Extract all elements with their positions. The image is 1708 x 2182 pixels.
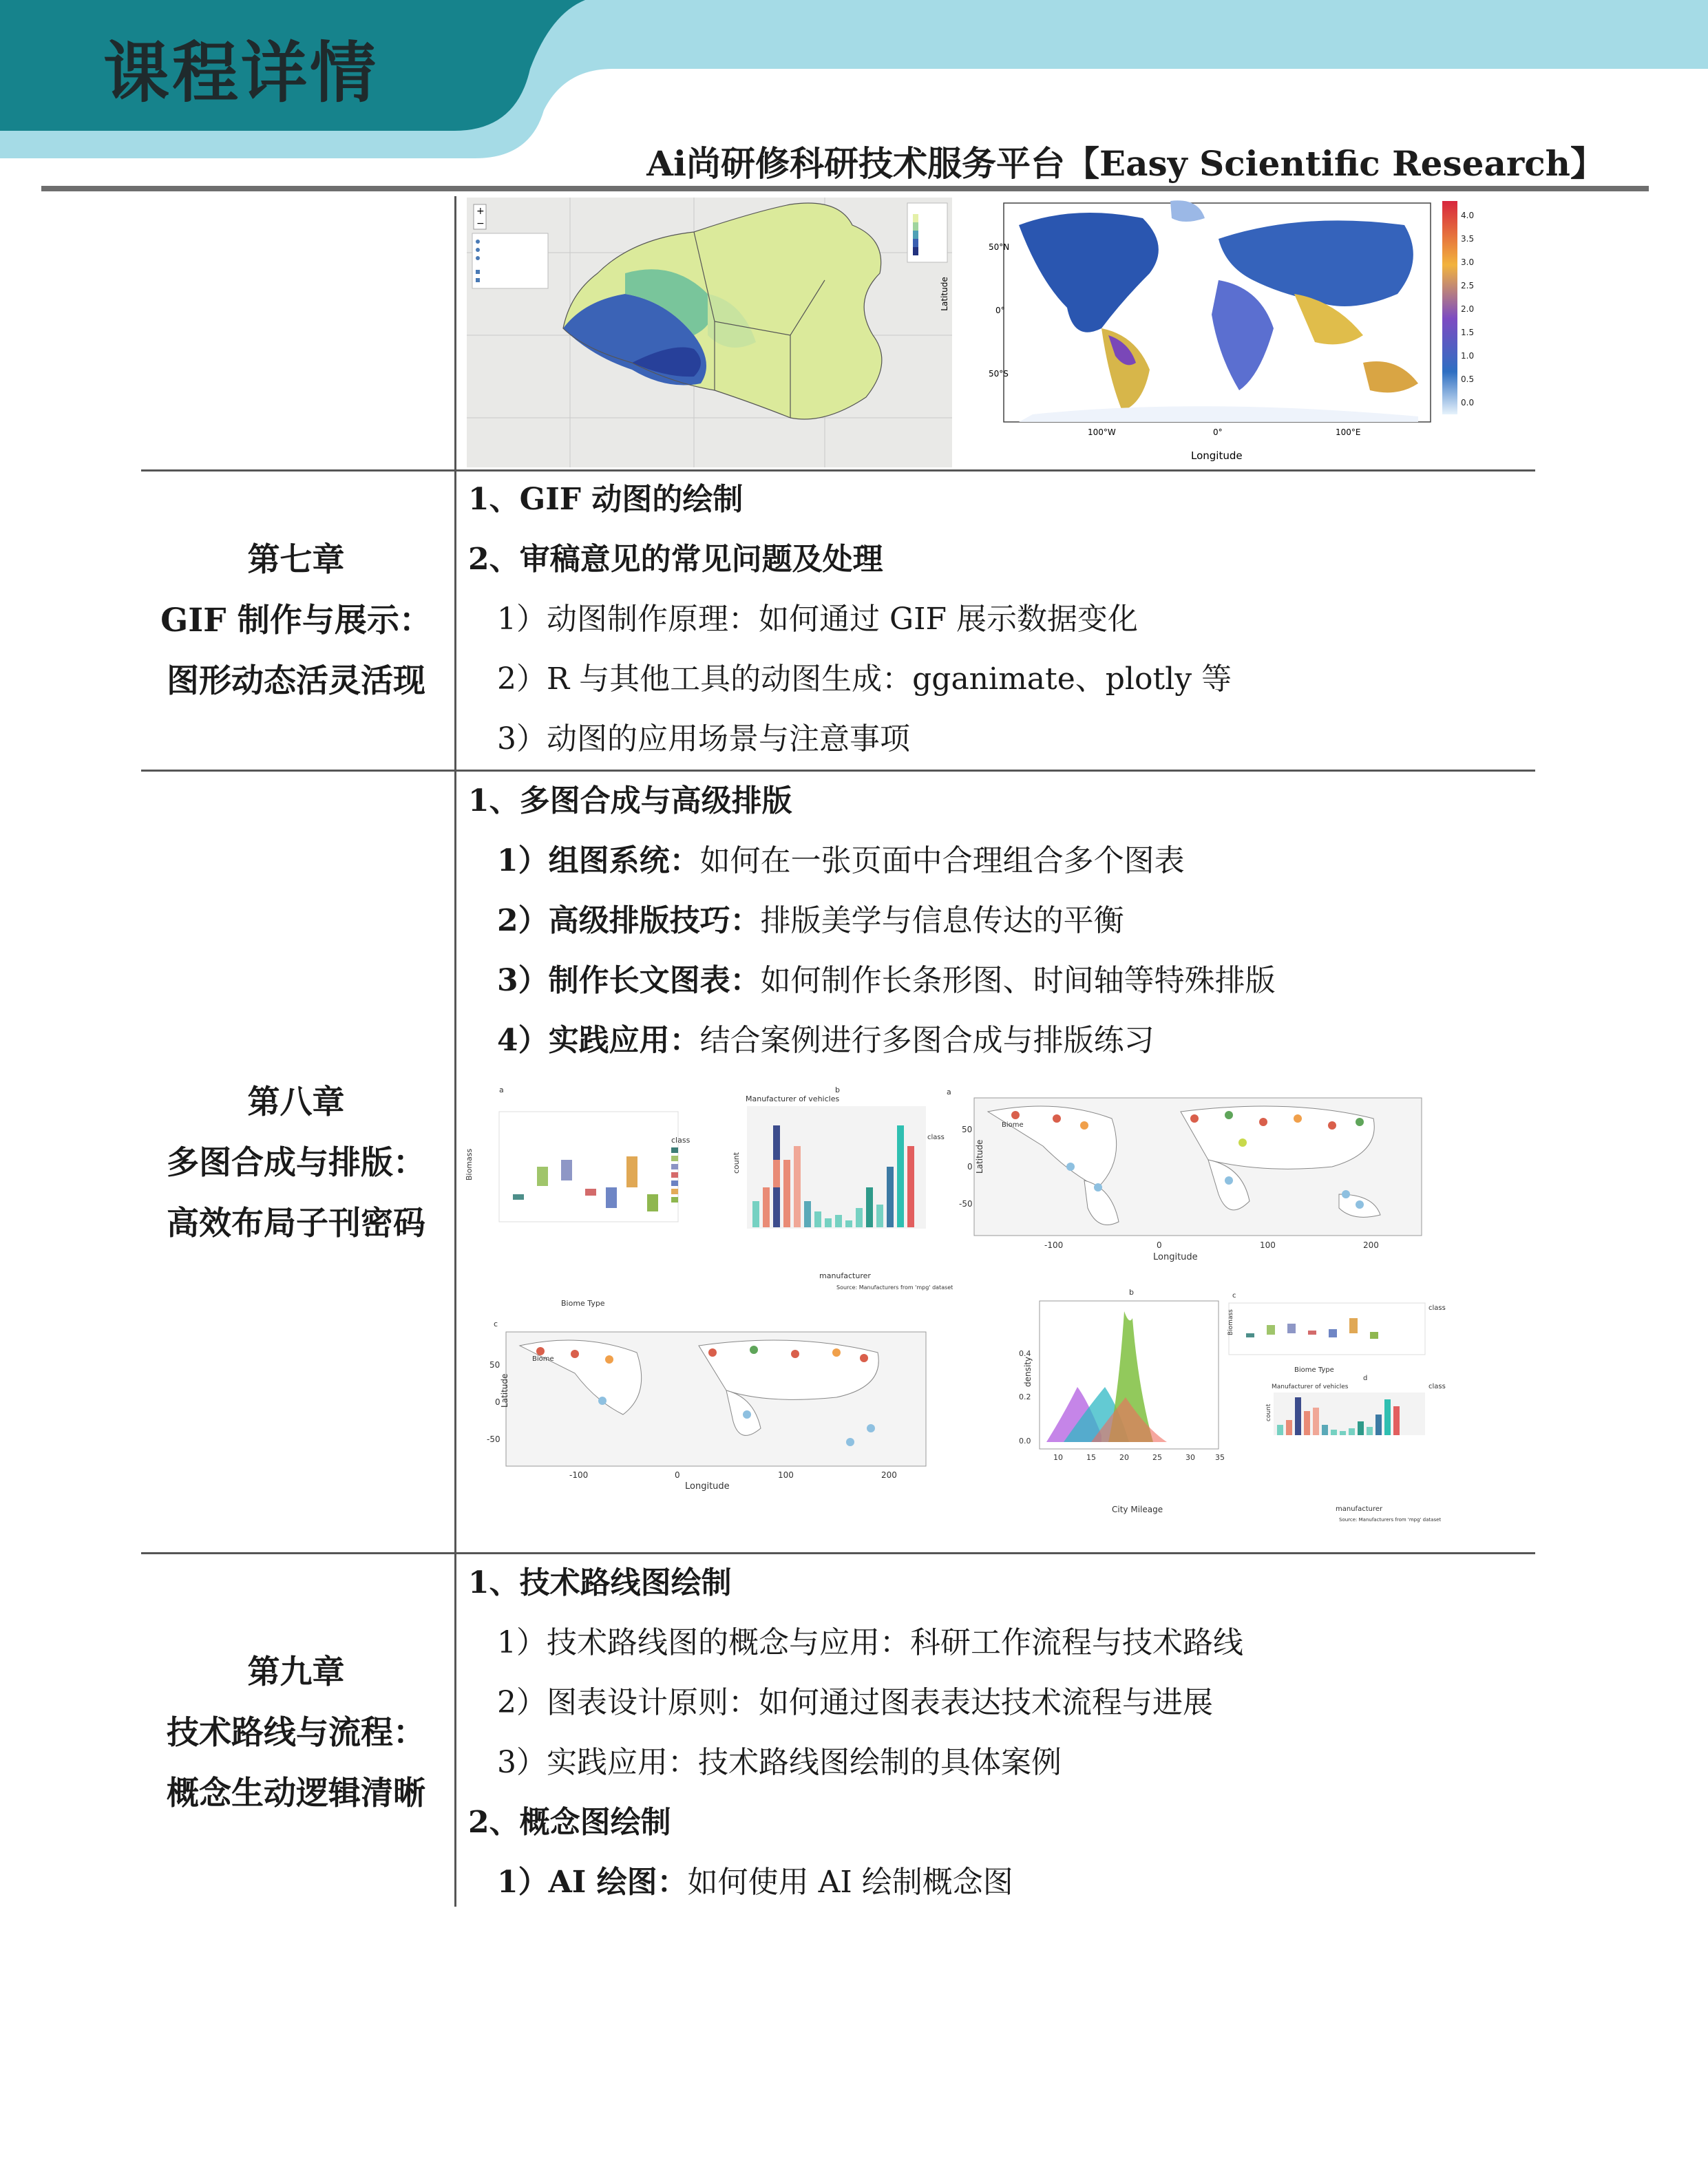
subitem-lead: 3）制作长文图表：: [497, 963, 761, 998]
world-ytick: 0: [495, 1397, 500, 1407]
legend-title: class: [1428, 1304, 1446, 1312]
lon-tick: 0°: [1213, 427, 1223, 437]
outline-subitem: [468, 900, 1124, 942]
colorbar-tick: 2.5: [1461, 281, 1475, 290]
boxplot-ylabel: Biomass: [465, 1148, 474, 1180]
subitem-lead: 2）高级排版技巧：: [497, 903, 761, 938]
bar-xlabel: manufacturer: [819, 1271, 871, 1280]
subitem-text: 如何在一张页面中合理组合多个图表: [699, 843, 1185, 878]
density-xlabel: City Mileage: [1112, 1505, 1163, 1514]
subitem-text: 排版美学与信息传达的平衡: [760, 903, 1124, 938]
colorbar-tick: 1.5: [1461, 328, 1475, 337]
bar-title: Manufacturer of vehicles: [1272, 1384, 1349, 1390]
outline-subitem: 1）动图制作原理：如何通过 GIF 展示数据变化: [497, 602, 1139, 637]
world-ylabel: Latitude: [975, 1139, 984, 1174]
colorbar-tick: 3.5: [1461, 234, 1475, 244]
world-ytick: -50: [487, 1434, 500, 1444]
outline-subitem: 2）图表设计原则：如何通过图表表达技术流程与进展: [497, 1685, 1213, 1720]
density-xtick: 30: [1185, 1453, 1195, 1462]
legend-title: class: [671, 1136, 690, 1145]
density-ytick: 0.0: [1019, 1437, 1031, 1445]
platform-name: Ai尚研修科研技术服务平台【Easy Scientific Research】: [646, 143, 1605, 184]
world-xtick: 100: [778, 1470, 794, 1480]
density-xtick: 25: [1152, 1453, 1162, 1462]
bar-title: Manufacturer of vehicles: [746, 1094, 840, 1103]
row-separator: [141, 1552, 1535, 1554]
subitem-text: 如何制作长条形图、时间轴等特殊排版: [760, 963, 1276, 998]
chapter-number: 第九章: [247, 1653, 345, 1691]
chapter-8-title: [145, 1072, 447, 1254]
density-xtick: 35: [1215, 1453, 1225, 1462]
header-rule: [41, 186, 1649, 191]
density-xtick: 20: [1119, 1453, 1129, 1462]
world-xtick: 100: [1260, 1240, 1276, 1250]
world-xtick: 200: [881, 1470, 897, 1480]
outline-subitem: [468, 960, 1276, 1002]
outline-subitem: [468, 840, 1185, 882]
svg-text:+: +: [476, 206, 485, 217]
bar-ylabel: count: [732, 1152, 741, 1174]
world-xtick: 0: [675, 1470, 680, 1480]
world-xtick: 0: [1157, 1240, 1162, 1250]
china-elevation-map: [467, 198, 952, 467]
world-ytick: 50: [962, 1125, 973, 1134]
chapter-slogan: 高效布局子刊密码: [167, 1205, 425, 1242]
world-ytick: 0: [967, 1162, 973, 1172]
subitem-lead: 1）AI 绘图：: [497, 1865, 688, 1900]
boxplot-ylabel: Biomass: [1227, 1309, 1234, 1335]
density-ytick: 0.4: [1019, 1349, 1031, 1358]
colorbar-tick: 0.5: [1461, 374, 1475, 384]
chapter-7-title: [145, 530, 447, 712]
density-ytick: 0.2: [1019, 1392, 1031, 1401]
density-xtick: 10: [1053, 1453, 1063, 1462]
row-separator: [141, 469, 1535, 472]
density-ylabel: density: [1023, 1357, 1033, 1387]
panel-letter: a: [499, 1085, 504, 1094]
panel-letter: b: [835, 1085, 840, 1094]
panel-letter: a: [947, 1088, 951, 1097]
world-xtick: -100: [1044, 1240, 1064, 1250]
lon-tick: 100°W: [1088, 427, 1116, 437]
world-xtick: -100: [569, 1470, 589, 1480]
outline-item: 1、技术路线图绘制: [468, 1565, 732, 1600]
world-xtick: 200: [1363, 1240, 1379, 1250]
outline-subitem: 2）R 与其他工具的动图生成：gganimate、plotly 等: [497, 661, 1232, 697]
subitem-lead: 4）实践应用：: [497, 1023, 700, 1058]
boxplot-xlabel: Biome Type: [1294, 1366, 1334, 1374]
world-xlabel: Longitude: [1153, 1252, 1198, 1262]
chapter-topic: 技术路线与流程：: [167, 1714, 425, 1752]
bar-source: Source: Manufacturers from 'mpg' dataset: [836, 1284, 953, 1291]
svg-text:−: −: [476, 218, 485, 229]
boxplot-xlabel: Biome Type: [561, 1299, 605, 1308]
colorbar-tick: 1.0: [1461, 351, 1475, 361]
colorbar-tick: 3.0: [1461, 257, 1475, 267]
outline-item: 1、GIF 动图的绘制: [468, 482, 744, 517]
outline-item: 2、审稿意见的常见问题及处理: [468, 542, 883, 577]
world-xlabel: Longitude: [685, 1481, 730, 1492]
lat-tick: 0°: [995, 306, 1005, 315]
bar-ylabel: count: [1265, 1404, 1272, 1421]
page-title: 课程详情: [103, 34, 379, 112]
legend-title: Biome: [532, 1355, 554, 1363]
table-divider: [454, 196, 456, 1907]
row-separator: [141, 770, 1535, 772]
outline-subitem: 3）动图的应用场景与注意事项: [497, 721, 910, 756]
panel-letter: b: [1129, 1288, 1134, 1297]
panel-letter: d: [1363, 1375, 1368, 1382]
world-temperature-map: [940, 198, 1487, 469]
bar-source: Source: Manufacturers from 'mpg' dataset: [1339, 1517, 1442, 1523]
panel-letter: c: [1232, 1292, 1236, 1300]
lon-tick: 100°E: [1336, 427, 1361, 437]
subitem-lead: 1）组图系统：: [497, 843, 700, 878]
outline-item: 2、概念图绘制: [468, 1805, 671, 1840]
multi-panel-figure: [465, 1084, 1539, 1538]
outline-subitem: [468, 1862, 1013, 1903]
map-ylabel: Latitude: [940, 277, 949, 311]
colorbar-tick: 2.0: [1461, 304, 1475, 314]
outline-item: 1、多图合成与高级排版: [468, 783, 792, 818]
colorbar-tick: 0.0: [1461, 398, 1475, 407]
chapter-9-title: [145, 1642, 447, 1824]
chapter-slogan: 图形动态活灵活现: [167, 662, 425, 700]
chapter-number: 第八章: [247, 1083, 345, 1121]
chapter-topic: 多图合成与排版：: [167, 1144, 425, 1182]
subitem-text: 结合案例进行多图合成与排版练习: [699, 1023, 1155, 1058]
legend-title: class: [1428, 1383, 1446, 1390]
colorbar-tick: 4.0: [1461, 211, 1475, 220]
legend-title: class: [927, 1134, 945, 1141]
bar-xlabel: manufacturer: [1336, 1505, 1383, 1513]
map-xlabel: Longitude: [1191, 449, 1243, 462]
class-legend-swatches: [671, 1147, 678, 1203]
outline-subitem: 3）实践应用：技术路线图绘制的具体案例: [497, 1745, 1062, 1780]
outline-subitem: [468, 1020, 1155, 1061]
chapter-number: 第七章: [247, 541, 345, 579]
world-ytick: -50: [959, 1199, 973, 1209]
density-xtick: 15: [1086, 1453, 1096, 1462]
lat-tick: 50°S: [989, 369, 1009, 379]
panel-letter: c: [494, 1320, 498, 1328]
world-ylabel: Latitude: [500, 1373, 509, 1408]
world-ytick: 50: [489, 1360, 500, 1370]
lat-tick: 50°N: [989, 242, 1010, 252]
legend-title: Biome: [1002, 1121, 1024, 1129]
subitem-text: 如何使用 AI 绘制概念图: [687, 1865, 1013, 1900]
chapter-topic: GIF 制作与展示：: [160, 602, 432, 639]
outline-subitem: 1）技术路线图的概念与应用：科研工作流程与技术路线: [497, 1625, 1243, 1660]
chapter-slogan: 概念生动逻辑清晰: [167, 1775, 425, 1812]
